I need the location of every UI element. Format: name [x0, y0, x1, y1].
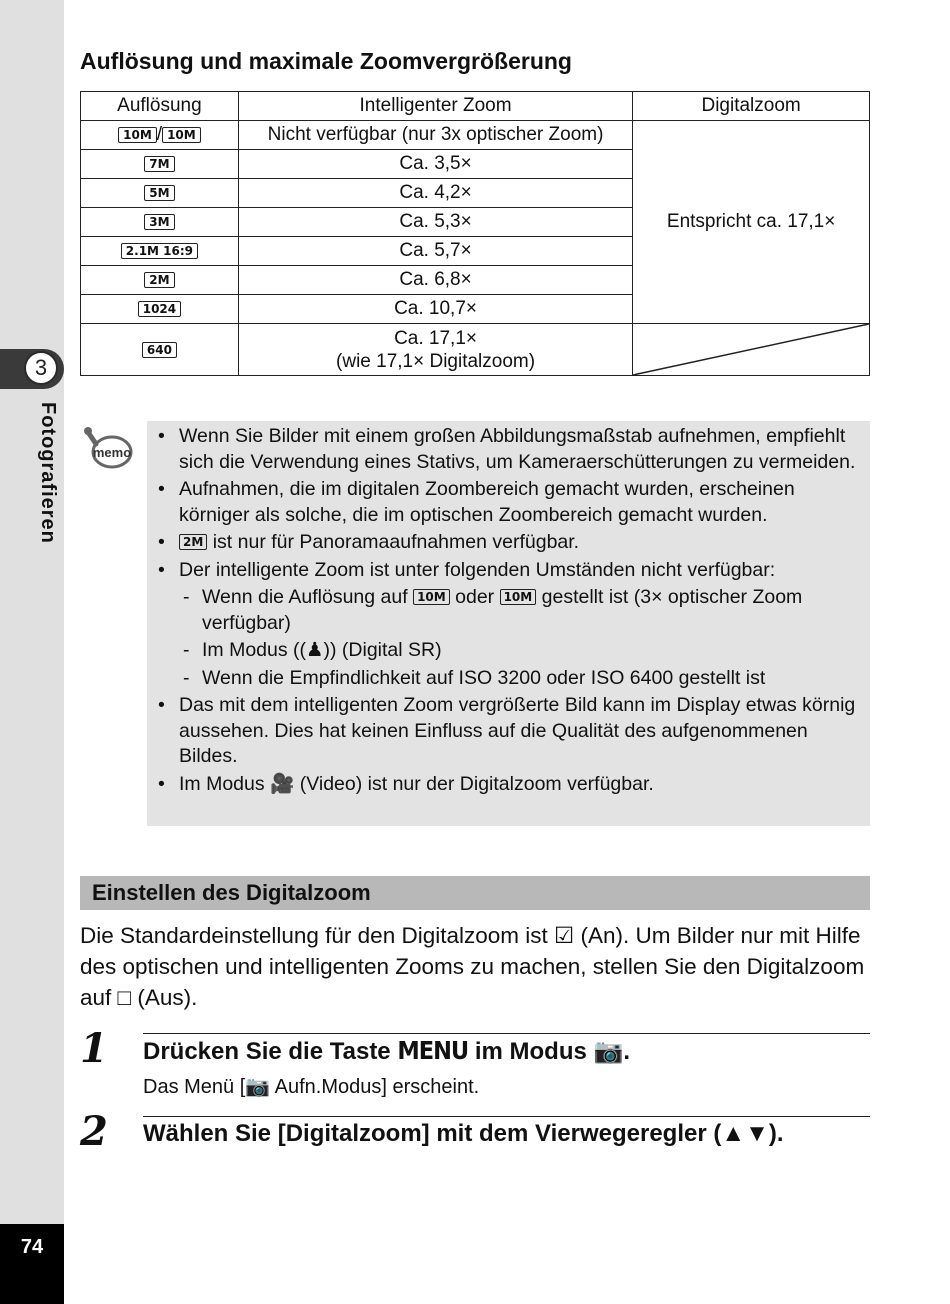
zoom-cell: Nicht verfügbar (nur 3x optischer Zoom): [238, 121, 632, 150]
section-heading: Auflösung und maximale Zoomvergrößerung: [80, 48, 572, 74]
step-title-text: im Modus: [474, 1038, 587, 1065]
digital-sr-icon: ((♟)): [293, 639, 337, 661]
resolution-icon: 2M: [144, 272, 174, 288]
resolution-icon: 7M: [144, 156, 174, 172]
step-divider: [143, 1116, 870, 1117]
step-title: Wählen Sie [Digitalzoom] mit dem Vierwegeregler (▲▼).: [143, 1120, 784, 1147]
chapter-label: Fotografieren: [37, 402, 59, 544]
checkbox-on-icon: ☑: [554, 923, 575, 948]
memo-text: Wenn die Auflösung auf: [202, 586, 408, 608]
zoom-value: Ca. 17,1×: [394, 327, 477, 349]
table-header: Intelligenter Zoom: [238, 92, 632, 121]
memo-text: oder: [455, 586, 495, 608]
memo-text: (Digital SR): [341, 639, 442, 661]
memo-bullet: • Der intelligente Zoom ist unter folgenden Umständen nicht verfügbar:: [158, 558, 862, 584]
memo-text: ist nur für Panoramaaufnahmen verfügbar.: [212, 531, 580, 553]
memo-subitem: [158, 585, 862, 636]
not-applicable-cell: [633, 324, 870, 376]
zoom-table: [80, 91, 870, 376]
zoom-note: (wie 17,1× Digitalzoom): [336, 350, 536, 372]
chapter-number: 3: [24, 351, 58, 385]
resolution-10m-icon: 10M: [413, 589, 450, 605]
memo-subitem: - Wenn die Empfindlichkeit auf ISO 3200 oder ISO 6400 gestellt ist: [158, 666, 862, 692]
memo-text: Im Modus: [202, 639, 288, 661]
zoom-cell: Ca. 5,3×: [238, 208, 632, 237]
resolution-icon: 5M: [144, 185, 174, 201]
resolution-cell: [81, 324, 239, 376]
resolution-cell: [81, 208, 239, 237]
video-icon: 🎥: [270, 772, 295, 795]
checkbox-off-icon: □: [117, 985, 132, 1010]
memo-text: Im Modus: [179, 772, 265, 795]
resolution-icon: 10M: [118, 127, 157, 143]
memo-bullet: • Wenn Sie Bilder mit einem großen Abbildungsmaßstab aufnehmen, empfiehlt sich die Verwendung eines Stativs, um Kameraerschütterungen zu vermeiden.: [158, 424, 862, 475]
step-text: [143, 1074, 479, 1099]
step-number: 2: [80, 1108, 108, 1155]
camera-icon: 📷: [593, 1038, 624, 1065]
menu-key-icon: MENU: [397, 1036, 469, 1065]
intro-text: (Aus).: [137, 985, 198, 1010]
resolution-cell: [81, 179, 239, 208]
step-divider: [143, 1033, 870, 1034]
resolution-icon: 640: [142, 342, 177, 358]
resolution-icon: 3M: [144, 214, 174, 230]
zoom-cell: Ca. 5,7×: [238, 237, 632, 266]
table-header-row: [81, 92, 870, 121]
memo-text: (Video) ist nur der Digitalzoom verfügbar.: [299, 772, 654, 795]
step-title: [143, 1036, 630, 1066]
memo-list: [158, 424, 862, 799]
resolution-cell: [81, 266, 239, 295]
memo-bullet: [158, 772, 862, 798]
zoom-cell: Ca. 10,7×: [238, 295, 632, 324]
resolution-cell: [81, 237, 239, 266]
resolution-icon: 10M: [162, 127, 201, 143]
memo-text: gestellt ist (3× optischer Zoom verfügbar): [202, 586, 803, 634]
resolution-cell: [81, 295, 239, 324]
step-number: 1: [80, 1025, 108, 1072]
zoom-cell: Ca. 6,8×: [238, 266, 632, 295]
resolution-icon: 1024: [138, 301, 181, 317]
resolution-cell: [81, 150, 239, 179]
zoom-cell: Ca. 3,5×: [238, 150, 632, 179]
table-header: Auflösung: [81, 92, 239, 121]
intro-paragraph: [80, 920, 870, 1013]
zoom-cell: Ca. 4,2×: [238, 179, 632, 208]
memo-bullet: [158, 530, 862, 556]
side-strip: [0, 0, 64, 1304]
zoom-cell: [238, 324, 632, 376]
subsection-title: Einstellen des Digitalzoom: [92, 880, 371, 905]
page-number: 74: [20, 1236, 44, 1258]
diagonal-slash: [633, 324, 869, 375]
table-row: [81, 324, 870, 376]
step-title-text: Drücken Sie die Taste: [143, 1038, 391, 1065]
memo-bullet: • Das mit dem intelligenten Zoom vergrößerte Bild kann im Display etwas körnig aussehen. Dies hat keinen Einfluss auf die Qualität des aufgenommenen Bildes.: [158, 693, 862, 770]
memo-icon-label: memo: [92, 445, 132, 460]
intro-text: Die Standardeinstellung für den Digitalzoom ist: [80, 923, 548, 948]
camera-icon: 📷: [245, 1076, 271, 1098]
resolution-cell: 10M / 10M: [81, 121, 239, 150]
intro-text: (An). Um Bilder nur mit Hilfe des optischen und intelligenten Zooms zu machen, stellen Sie den Digitalzoom auf: [80, 923, 865, 1010]
step-text-part: Das Menü [: [143, 1076, 246, 1098]
resolution-icon: 2.1M 16:9: [121, 243, 198, 259]
table-row: [81, 121, 870, 150]
memo-icon: [82, 424, 134, 472]
resolution-2m-icon: 2M: [179, 534, 207, 550]
memo-bullet: • Aufnahmen, die im digitalen Zoombereich gemacht wurden, erscheinen körniger als solche, die im optischen Zoombereich gemacht wurden.: [158, 477, 862, 528]
resolution-10m-icon: 10M: [500, 589, 537, 605]
step-text-part: Aufn.Modus] erscheint.: [274, 1076, 480, 1098]
digital-zoom-cell: Entspricht ca. 17,1×: [633, 121, 870, 324]
step-title-end: .: [623, 1038, 631, 1065]
table-header: Digitalzoom: [633, 92, 870, 121]
memo-subitem: [158, 638, 862, 664]
